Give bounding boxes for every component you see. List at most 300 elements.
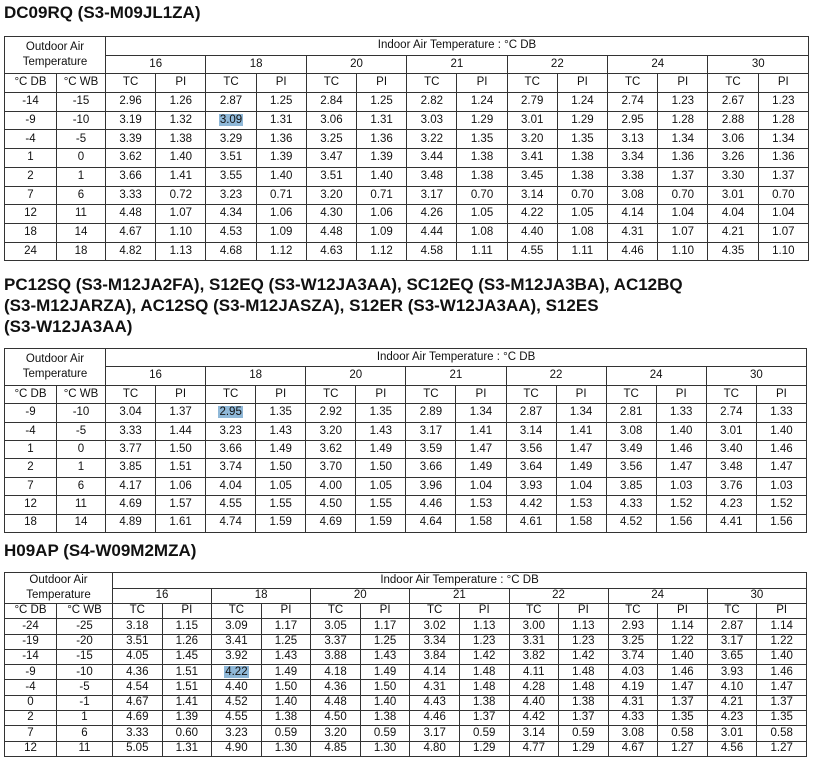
tc-column-header: TC [606,385,656,403]
table-cell: 1.14 [757,619,807,634]
tc-column-header: TC [506,385,556,403]
table-cell: 3.01 [707,726,757,741]
table-cell [206,111,256,130]
table-cell: 0 [57,149,106,168]
section-2-title [4,274,683,337]
table-cell: 1.49 [261,665,311,680]
table-cell: 4.52 [606,514,656,532]
table-cell: -5 [57,422,106,440]
indoor-temp-header: 16 [113,588,212,604]
table-cell: 1.12 [357,242,407,261]
table-cell: 4.31 [608,695,658,710]
indoor-temp-header: 20 [306,367,406,385]
table-cell: 4.14 [608,205,658,224]
table-cell: 1.04 [758,205,808,224]
table-cell: 3.08 [608,726,658,741]
table-cell: 1.42 [459,649,509,664]
table-cell: 1.40 [156,149,206,168]
pi-column-header: PI [757,604,807,619]
table-cell: 4.89 [106,514,156,532]
table-cell: 1.30 [261,741,311,756]
table-cell: 0.70 [557,186,607,205]
table-cell: 1 [5,440,57,458]
table-cell: -19 [5,634,57,649]
table-cell: 4.67 [608,741,658,756]
table-cell: 1.50 [356,459,406,477]
table-cell: 0.58 [658,726,708,741]
table-cell: 1.33 [656,404,706,422]
table-cell: 2.88 [708,111,758,130]
table-cell: 1.34 [456,404,506,422]
table-cell: 0.60 [162,726,212,741]
table-cell: 12 [5,205,57,224]
table-cell: 3.19 [106,111,156,130]
table-cell: 3.26 [708,149,758,168]
table-row [5,665,807,680]
pi-column-header: PI [758,74,808,93]
tc-column-header: TC [212,604,262,619]
table-cell: 3.38 [608,167,658,186]
table-cell: 4.68 [206,242,256,261]
table-cell: 1.56 [656,514,706,532]
table-cell: 7 [5,726,57,741]
indoor-temp-header: 16 [106,367,206,385]
table-cell: 4.31 [410,680,460,695]
table-cell: 18 [5,514,57,532]
tc-column-header: TC [410,604,460,619]
table-cell: 1.34 [758,130,808,149]
table-cell: 1.46 [756,440,806,458]
table-cell: 4.40 [509,695,559,710]
table-row [5,496,807,514]
table-cell: 1.12 [256,242,306,261]
table-cell: 1.23 [658,93,708,112]
table-cell: 1.40 [261,695,311,710]
table-cell: 1.25 [256,93,306,112]
table-cell: 4.36 [311,680,361,695]
table-cell: 1.50 [261,680,311,695]
table-cell: 4.23 [706,496,756,514]
table-cell: 4.10 [707,680,757,695]
table-cell: 3.00 [509,619,559,634]
table-cell: 11 [57,741,113,756]
table-cell: 3.59 [406,440,456,458]
table-cell: 2.87 [707,619,757,634]
section-3-title: H09AP (S4-W09M2MZA) [4,541,197,560]
table-cell: 3.96 [406,477,456,495]
table-cell: 4.23 [707,711,757,726]
table-cell: 4.04 [708,205,758,224]
indoor-temp-header: 18 [206,55,306,74]
section-2-title-line-3: (S3-W12JA3AA) [4,317,133,336]
table-cell: 1.47 [756,459,806,477]
table-cell: 3.34 [608,149,658,168]
table-cell: 1.37 [559,711,609,726]
table-cell: 3.41 [507,149,557,168]
table-cell: 1.45 [162,649,212,664]
table-row [5,167,809,186]
table-cell: 3.13 [608,130,658,149]
table-cell: 1.35 [658,711,708,726]
section-2-title-line-1: PC12SQ (S3-M12JA2FA), S12EQ (S3-W12JA3AA), SC12EQ (S3-M12JA3BA), AC12BQ [4,275,683,294]
table-cell: 3.84 [410,649,460,664]
table-cell: 24 [5,242,57,261]
table-row [5,711,807,726]
table-cell: 4.03 [608,665,658,680]
table-cell: 0.59 [261,726,311,741]
table-cell: 4.46 [608,242,658,261]
table-cell: 3.33 [113,726,163,741]
table-cell: 1.07 [156,205,206,224]
table-cell: 6 [57,477,106,495]
table-cell: 3.85 [606,477,656,495]
table-cell: 1.26 [162,634,212,649]
table-cell: 1.50 [156,440,206,458]
table-cell: 1.23 [559,634,609,649]
table-cell: 1.51 [162,680,212,695]
table-cell: 4.36 [113,665,163,680]
table-cell: 0.59 [559,726,609,741]
table-cell: 3.23 [206,422,256,440]
table-cell: 1.06 [156,477,206,495]
table-cell: 14 [57,514,106,532]
indoor-temp-header: 18 [206,367,306,385]
table-cell: 1.03 [656,477,706,495]
table-cell: 4.48 [106,205,156,224]
table-row [5,93,809,112]
table-cell: 3.06 [306,111,356,130]
table-cell: 0.72 [156,186,206,205]
table-cell: 1.43 [356,422,406,440]
table-cell: 1.32 [156,111,206,130]
table-cell: 1.30 [360,741,410,756]
table-cell: 1.36 [658,149,708,168]
table-cell: 3.49 [606,440,656,458]
table-cell: 1.40 [658,649,708,664]
table-cell: 1.37 [156,404,206,422]
table-cell: -9 [5,404,57,422]
pi-column-header: PI [356,385,406,403]
table-cell: 1.29 [559,741,609,756]
table-cell: 1.39 [162,711,212,726]
table-cell: 3.31 [509,634,559,649]
table-cell: 3.47 [306,149,356,168]
table-cell: 4.40 [212,680,262,695]
table-cell: 0 [57,440,106,458]
table-cell: 4.50 [306,496,356,514]
table-row [5,634,807,649]
table-cell: 1.49 [360,665,410,680]
table-cell: 1.23 [459,634,509,649]
table-cell: 1.39 [357,149,407,168]
tc-column-header: TC [509,604,559,619]
table-cell: 6 [57,726,113,741]
table-cell: 1.34 [658,130,708,149]
table-cell: 4.17 [106,477,156,495]
indoor-temp-header: 21 [407,55,507,74]
indoor-temp-header: 24 [608,55,708,74]
table-cell: 7 [5,186,57,205]
table-cell: 0.59 [459,726,509,741]
table-row [5,149,809,168]
table-cell: 1.37 [658,167,708,186]
table-cell: 4.85 [311,741,361,756]
table-cell: 1.55 [256,496,306,514]
table-cell: 4.82 [106,242,156,261]
table-cell: 4.54 [113,680,163,695]
table-row [5,726,807,741]
table-cell: 1.23 [758,93,808,112]
table-cell: 1.40 [256,167,306,186]
indoor-temp-header: 24 [608,588,707,604]
table-cell: 1.41 [162,695,212,710]
table-cell: 3.93 [506,477,556,495]
table-row [5,459,807,477]
pi-column-header: PI [357,74,407,93]
table-cell: 3.20 [306,186,356,205]
table-cell: 5.05 [113,741,163,756]
table-cell: 4.90 [212,741,262,756]
table-cell: 4.31 [608,223,658,242]
table-cell: 4.55 [507,242,557,261]
table-cell: 1.38 [261,711,311,726]
table-row [5,477,807,495]
table-cell: 1.11 [557,242,607,261]
table-cell: 3.66 [406,459,456,477]
table-cell: 1.38 [156,130,206,149]
table-cell: 0 [5,695,57,710]
table-cell: 3.55 [206,167,256,186]
table-cell: 4.04 [206,477,256,495]
tc-column-header: TC [407,74,457,93]
tc-column-header: TC [306,385,356,403]
table-cell: 4.05 [113,649,163,664]
table-cell: 0.70 [658,186,708,205]
table-cell: 1.37 [757,695,807,710]
table-cell: 4.50 [311,711,361,726]
table-cell: 3.25 [608,634,658,649]
table-cell: 1.50 [256,459,306,477]
table-cell: 18 [5,223,57,242]
table-cell: 1.49 [456,459,506,477]
table-cell: 1 [5,149,57,168]
table-cell: 1.40 [756,422,806,440]
table-cell: 3.74 [206,459,256,477]
table-cell: 3.18 [113,619,163,634]
table-cell: -14 [5,649,57,664]
table-cell: 3.56 [606,459,656,477]
table-cell: 2.96 [106,93,156,112]
table-cell: 2.81 [606,404,656,422]
column-labels-row [5,385,807,403]
table-cell: 1.42 [559,649,609,664]
table-cell: 1.09 [256,223,306,242]
table-cell: 1.05 [457,205,507,224]
table-cell: 4.69 [306,514,356,532]
table-cell: 1.17 [261,619,311,634]
table-cell: 3.66 [206,440,256,458]
table-cell: 4.52 [212,695,262,710]
table-cell: 1.52 [656,496,706,514]
tc-column-header: TC [708,74,758,93]
table-row [5,741,807,756]
table-cell: 3.23 [212,726,262,741]
table-cell: 3.64 [506,459,556,477]
table-cell: 4.26 [407,205,457,224]
table-cell: 2.92 [306,404,356,422]
table-cell: 4.22 [507,205,557,224]
table-cell: 1.39 [256,149,306,168]
table-cell: -9 [5,111,57,130]
table-cell: -10 [57,404,106,422]
table-cell: 4.61 [506,514,556,532]
table-cell: 12 [5,741,57,756]
table-cell: -5 [57,680,113,695]
table-cell: 4.67 [113,695,163,710]
table-cell: -20 [57,634,113,649]
table-cell: 4.28 [509,680,559,695]
table-cell: -25 [57,619,113,634]
table-cell: 2.87 [206,93,256,112]
table-row [5,242,809,261]
table-cell: 3.14 [507,186,557,205]
pi-column-header: PI [658,74,708,93]
table-cell: 1.51 [162,665,212,680]
pi-column-header: PI [556,385,606,403]
table-cell [212,665,262,680]
table-cell: 1.51 [156,459,206,477]
table-cell: 3.25 [306,130,356,149]
table-cell: 4.14 [410,665,460,680]
tc-column-header: TC [507,74,557,93]
table-cell: 1.33 [756,404,806,422]
table-cell: 1.43 [261,649,311,664]
table-cell: 1.47 [456,440,506,458]
table-cell: 4.55 [206,496,256,514]
table-cell: 18 [57,242,106,261]
table-cell: 1.35 [356,404,406,422]
indoor-temps-row [5,588,807,604]
table-cell: 2 [5,167,57,186]
table-row [5,130,809,149]
table-cell: 4.42 [506,496,556,514]
table-cell: 0.59 [360,726,410,741]
tc-column-header: TC [311,604,361,619]
table-cell: 1.24 [557,93,607,112]
outdoor-air-temperature-label: Outdoor Air Temperature [5,573,113,604]
indoor-temps-row [5,367,807,385]
table-cell: 4.46 [410,711,460,726]
table-row [5,695,807,710]
indoor-temp-header: 22 [506,367,606,385]
db-column-header: °C DB [5,604,57,619]
table-cell: 3.82 [509,649,559,664]
table-cell: -15 [57,649,113,664]
table-cell: 4.77 [509,741,559,756]
table-cell: 1.22 [757,634,807,649]
table-cell: 1.36 [758,149,808,168]
table-cell: 1.49 [256,440,306,458]
performance-table [4,572,807,757]
table-cell: 1.53 [456,496,506,514]
pi-column-header: PI [656,385,706,403]
table-cell: 1.56 [756,514,806,532]
section-2-title-line-2: (S3-M12JARZA), AC12SQ (S3-M12JASZA), S12ER (S3-W12JA3AA), S12ES [4,296,599,315]
table-cell: 1.06 [357,205,407,224]
table-cell: -14 [5,93,57,112]
db-column-header: °C DB [5,385,57,403]
pi-column-header: PI [156,74,206,93]
table-cell: 1.47 [556,440,606,458]
table-cell: 1.38 [559,695,609,710]
pi-column-header: PI [559,604,609,619]
table-cell: 3.08 [606,422,656,440]
table-cell: 1.07 [658,223,708,242]
table-cell: 1.35 [457,130,507,149]
table-cell: 3.85 [106,459,156,477]
table-row [5,111,809,130]
table-cell: 3.17 [707,634,757,649]
table-row [5,680,807,695]
tc-column-header: TC [106,74,156,93]
tc-column-header: TC [306,74,356,93]
table-cell: 1.07 [758,223,808,242]
table-cell: 1.58 [556,514,606,532]
highlighted-value: 3.09 [219,113,243,126]
performance-table [4,348,807,533]
table-cell: 12 [5,496,57,514]
table-cell: 3.56 [506,440,556,458]
table-cell: 1.35 [557,130,607,149]
table-row [5,186,809,205]
table-cell: 1.06 [256,205,306,224]
indoor-temp-header: 18 [212,588,311,604]
table-cell: -5 [57,130,106,149]
table-cell: 1.31 [357,111,407,130]
pi-column-header: PI [156,385,206,403]
table-cell: 3.02 [410,619,460,634]
tc-column-header: TC [608,74,658,93]
table-cell: 3.14 [509,726,559,741]
table-cell: 1.50 [360,680,410,695]
table-cell: 1.22 [658,634,708,649]
table-cell: 4.55 [212,711,262,726]
table-cell: 1.41 [456,422,506,440]
indoor-temp-header: 20 [306,55,406,74]
tc-column-header: TC [406,385,456,403]
table-cell: 1.14 [658,619,708,634]
indoor-temps-row [5,55,809,74]
table-cell: 3.39 [106,130,156,149]
table-cell: -10 [57,665,113,680]
table-cell: 1.40 [360,695,410,710]
table-cell: 1.47 [656,459,706,477]
indoor-temp-header: 30 [707,588,806,604]
table-cell: 4.63 [306,242,356,261]
table-cell: 1.61 [156,514,206,532]
table-cell: 1.38 [557,149,607,168]
table-cell: 1.41 [156,167,206,186]
table-cell: 1.25 [357,93,407,112]
table-cell: 0.71 [256,186,306,205]
table-cell: 1.27 [658,741,708,756]
table-cell: 2.67 [708,93,758,112]
table-cell: 1.59 [256,514,306,532]
table-cell: 3.20 [507,130,557,149]
table-cell: 1.55 [356,496,406,514]
tc-column-header: TC [707,604,757,619]
table-cell: 0.70 [457,186,507,205]
